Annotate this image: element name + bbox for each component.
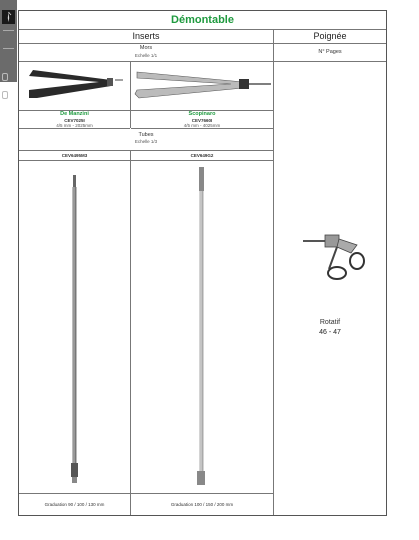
tube-image-1 (131, 161, 273, 493)
inserts-header: Inserts (132, 31, 160, 41)
pages-label: N° Pages (318, 49, 342, 55)
tubes-label: Tubes (138, 132, 154, 138)
insert-ref-0: CEV7025I (64, 118, 85, 123)
tube-ref-0: CEV6495M3 (61, 153, 88, 158)
mors-label: Mors (139, 45, 153, 51)
side-divider (3, 30, 14, 31)
insert-name-0: De Manzini (60, 111, 89, 117)
tubes-scale: Echelle 1/3 (134, 139, 158, 144)
poignee-name: Rotatif (319, 319, 341, 326)
insert-dims-0: 4/5 mm - 2025mm (56, 123, 93, 128)
insert-dims-1: 4/5 mm - 4025mm (183, 123, 221, 128)
scopinaro-image (131, 62, 273, 110)
tube-ref-1: CEV649G2 (190, 153, 214, 158)
graduation-0: Graduation 90 / 100 / 130 mm (44, 502, 105, 507)
insert-name-1: Scopinaro (188, 111, 216, 117)
page-markers (2, 68, 15, 78)
graduation-1: Graduation 100 / 150 / 200 mm (170, 502, 234, 507)
catalog-table (18, 10, 387, 516)
tube-image-0 (19, 161, 130, 493)
page-title: Démontable (171, 14, 234, 26)
side-tab (0, 0, 17, 82)
de-manzini-image (19, 62, 130, 110)
mors-scale: Echelle 1/1 (134, 53, 158, 58)
rotatif-handle-image (299, 225, 369, 283)
poignee-pages: 46 - 47 (319, 329, 341, 336)
poignee-header: Poignée (313, 31, 347, 41)
insert-ref-1: CEV7660I (191, 118, 213, 123)
chapter-icon (2, 10, 15, 24)
side-divider (3, 48, 14, 49)
